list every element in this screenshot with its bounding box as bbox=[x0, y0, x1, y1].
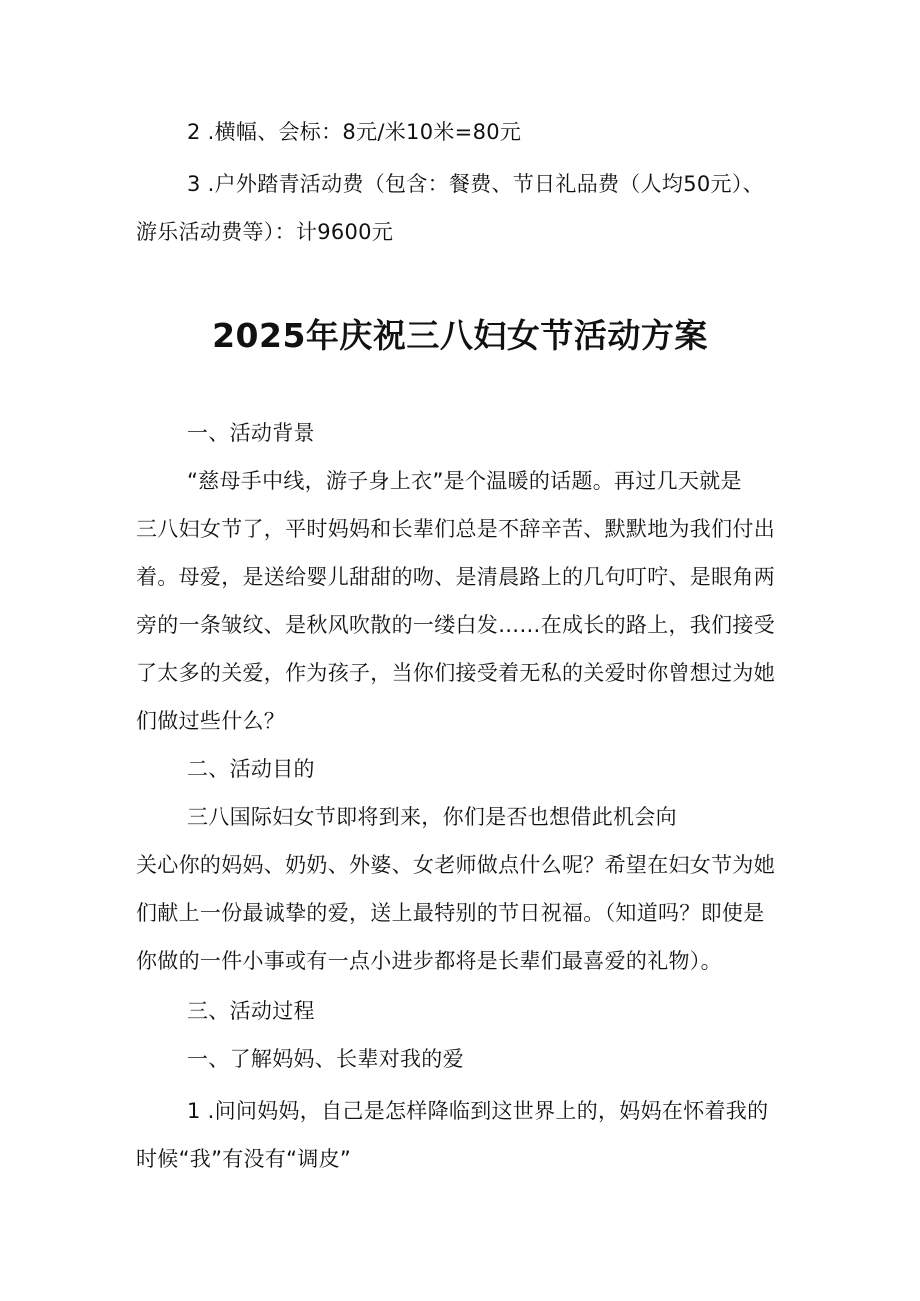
purpose-paragraph-line: 三八国际妇女节即将到来，你们是否也想借此机会向 bbox=[187, 805, 677, 829]
purpose-paragraph-line: 关心你的妈妈、奶奶、外婆、女老师做点什么呢？希望在妇女节为她 bbox=[136, 853, 775, 877]
background-paragraph-line: 们做过些什么？ bbox=[136, 709, 286, 733]
background-paragraph-line: “慈母手中线，游子身上衣”是个温暖的话题。再过几天就是 bbox=[187, 469, 742, 493]
section-heading-background: 一、活动背景 bbox=[187, 421, 315, 445]
budget-item-banner: 2 .横幅、会标：8元/米10米=80元 bbox=[187, 120, 522, 144]
section-heading-process: 三、活动过程 bbox=[187, 999, 315, 1023]
purpose-paragraph-line: 你做的一件小事或有一点小进步都将是长辈们最喜爱的礼物）。 bbox=[136, 949, 722, 973]
process-item-line: 时候“我”有没有“调皮” bbox=[136, 1147, 352, 1171]
background-paragraph-line: 了太多的关爱，作为孩子，当你们接受着无私的关爱时你曾想过为她 bbox=[136, 661, 775, 685]
background-paragraph-line: 三八妇女节了，平时妈妈和长辈们总是不辞辛苦、默默地为我们付出 bbox=[136, 517, 775, 541]
process-subheading: 一、了解妈妈、长辈对我的爱 bbox=[187, 1047, 464, 1071]
document-title: 2025年庆祝三八妇女节活动方案 bbox=[212, 316, 708, 355]
background-paragraph-line: 着。母爱，是送给婴儿甜甜的吻、是清晨路上的几句叮咛、是眼角两 bbox=[136, 565, 775, 589]
purpose-paragraph-line: 们献上一份最诚挚的爱，送上最特别的节日祝福。（知道吗？即使是 bbox=[136, 901, 765, 925]
process-item-line: 1 .问问妈妈，自己是怎样降临到这世界上的，妈妈在怀着我的 bbox=[187, 1099, 769, 1123]
section-heading-purpose: 二、活动目的 bbox=[187, 757, 315, 781]
budget-item-outing-line1: 3 .户外踏青活动费（包含：餐费、节日礼品费（人均50元）、 bbox=[187, 172, 764, 196]
background-paragraph-line: 旁的一条皱纹、是秋风吹散的一缕白发……在成长的路上，我们接受 bbox=[136, 613, 775, 637]
budget-item-outing-line2: 游乐活动费等）：计9600元 bbox=[136, 220, 394, 244]
